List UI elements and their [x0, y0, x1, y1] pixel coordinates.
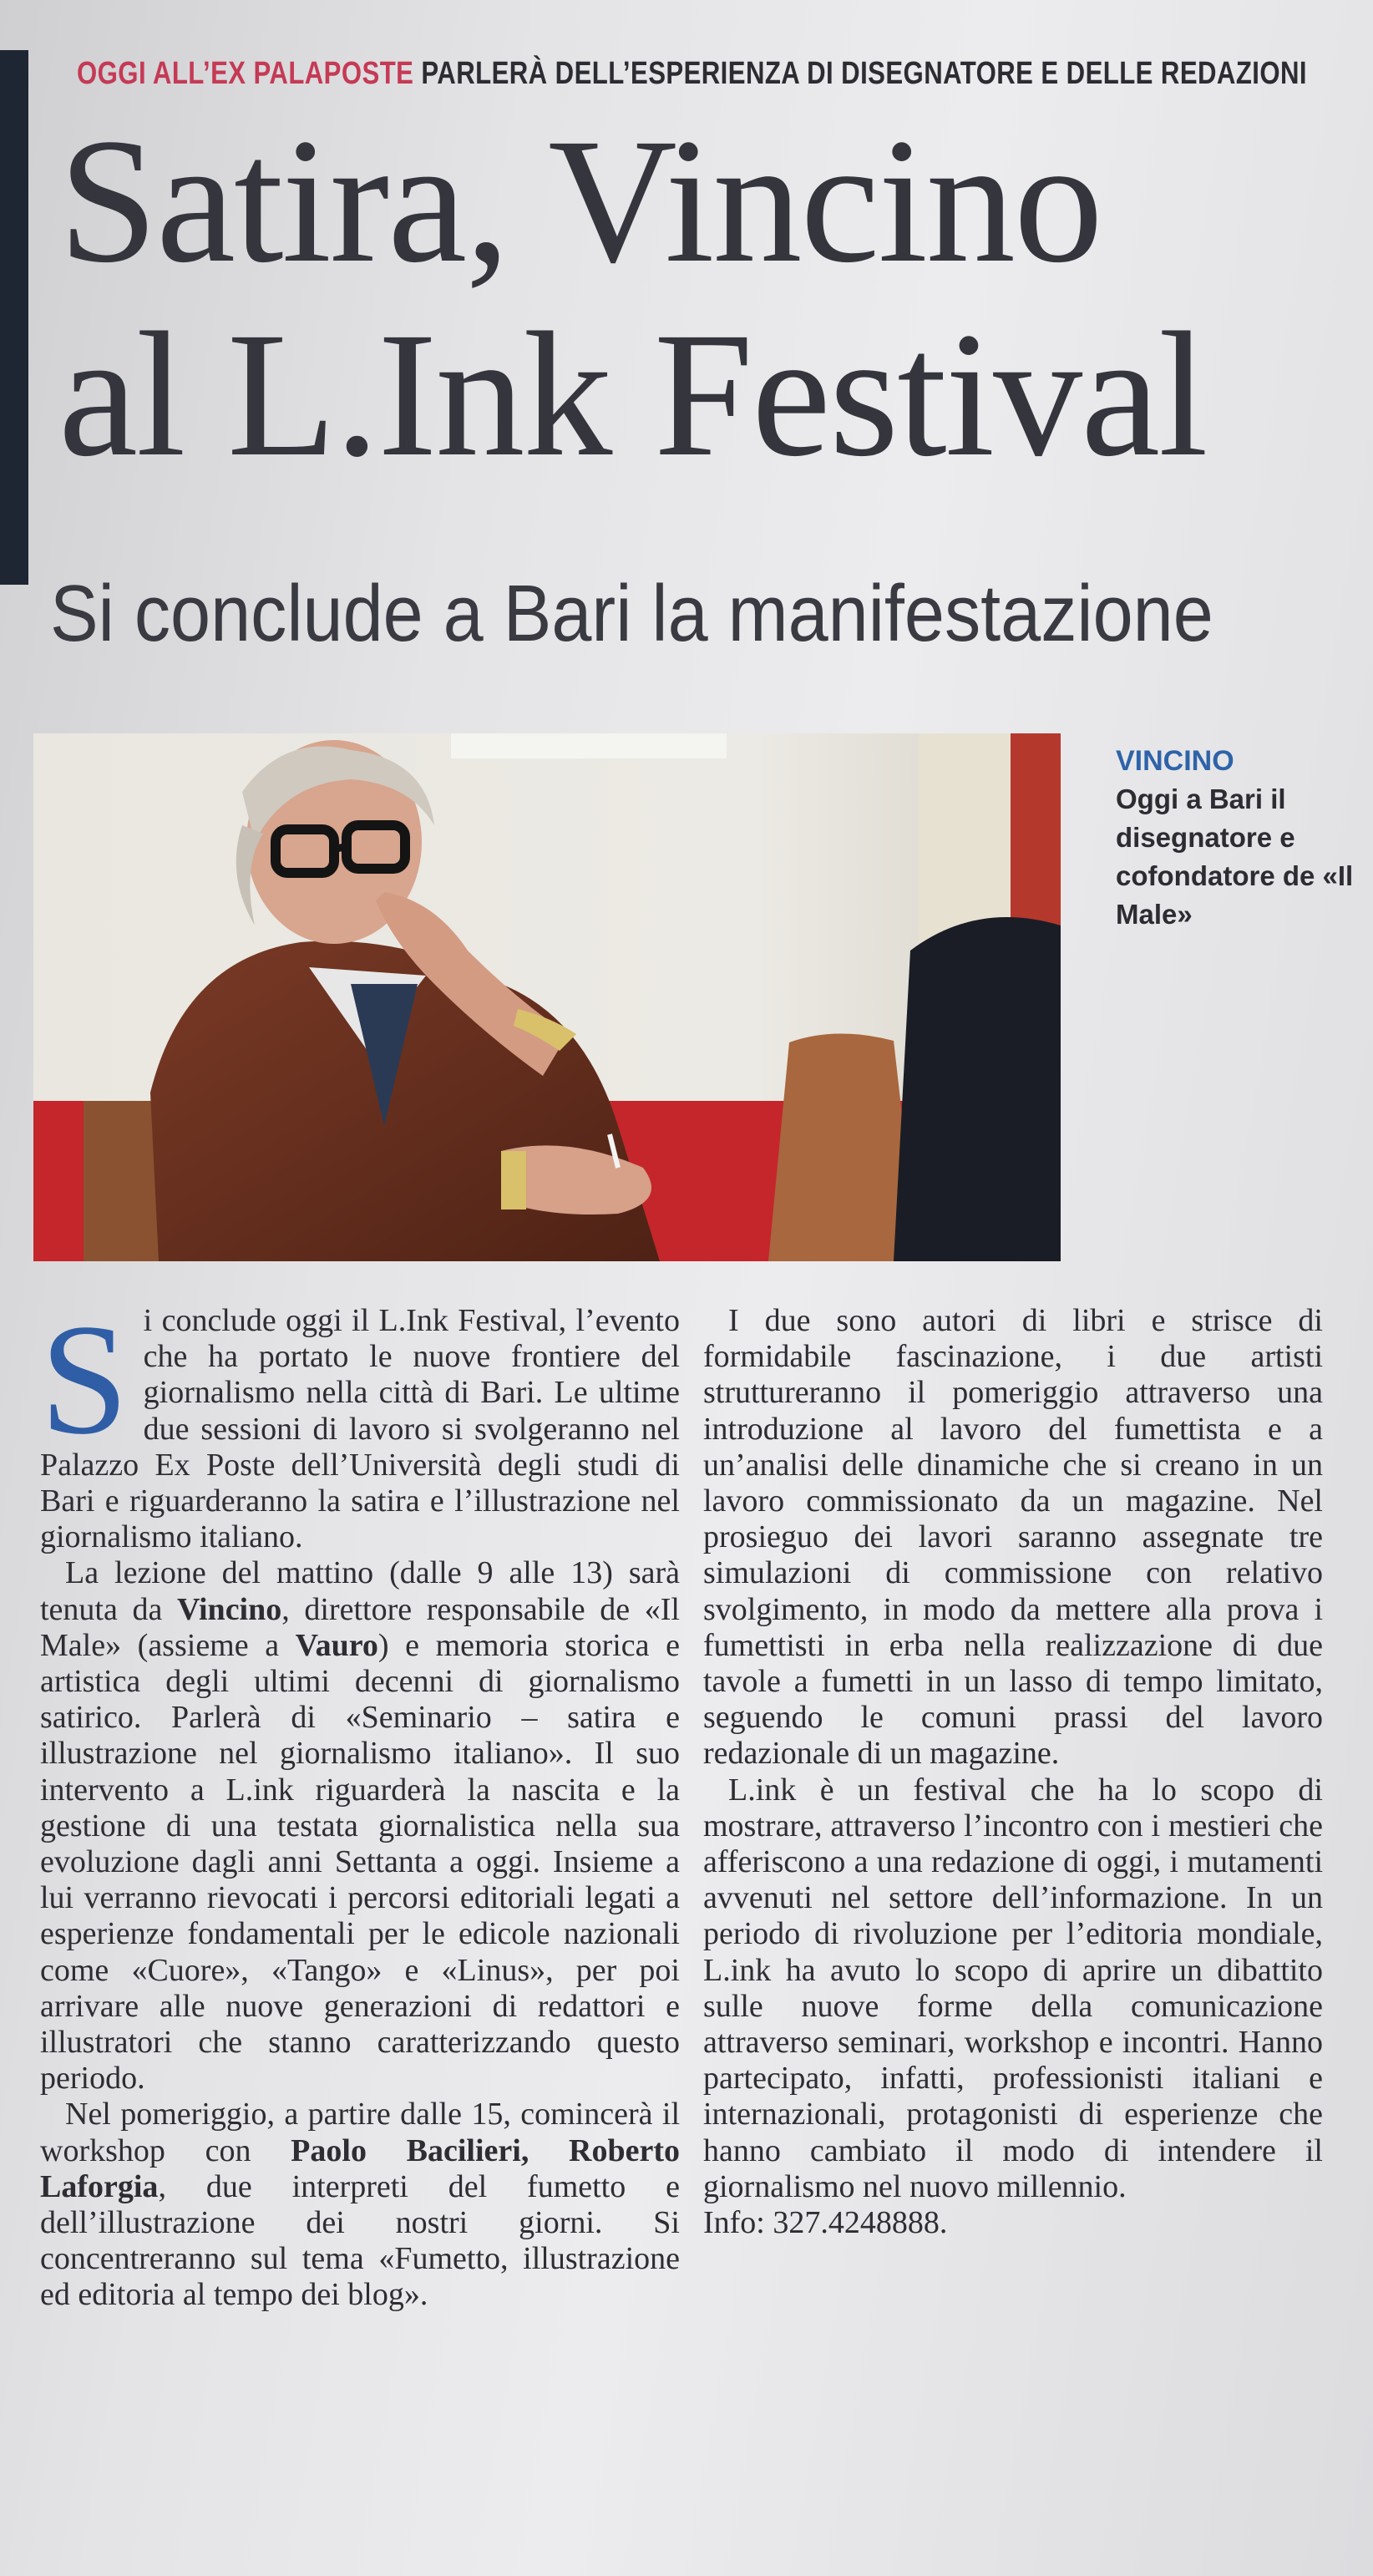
- kicker-black: PARLERÀ DELL’ESPERIENZA DI DISEGNATORE E DELLE REDAZIONI: [421, 56, 1307, 91]
- info-line: Info: 327.4248888.: [703, 2205, 948, 2241]
- headline-line-2: al L.Ink Festival: [58, 296, 1207, 494]
- article-column-2: [703, 1303, 1323, 2241]
- paragraph-1-text: i conclude oggi il L.Ink Festival, l’evento che ha portato le nuove frontiere del giornalismo nella città di Bari. Le ultime due sessioni di lavoro si svolgeranno nel Palazzo Ex Poste dell’Università degli studi di Bari e riguarderanno la satira e l’illustrazione nel giornalismo italiano.: [40, 1303, 680, 1555]
- subheadline: Si conclude a Bari la manifestazione: [50, 569, 1213, 658]
- paragraph-1: [40, 1292, 680, 1555]
- paragraph-3-text-a: Nel pomeriggio, a partire dalle 15, comincerà il workshop con: [40, 2097, 680, 2168]
- paragraph-3-text-b: , due interpreti del fumetto e dell’illustrazione dei nostri giorni. Si concentreranno sul tema «Fumetto, illustrazione ed editoria al tempo dei blog».: [40, 2168, 680, 2313]
- photo-vincino: [33, 733, 1061, 1261]
- paragraph-5: L.ink è un festival che ha lo scopo di mostrare, attraverso l’incontro con i mestieri che afferiscono a una redazione di oggi, i mutamenti avvenuti nel settore dell’informazione. In un periodo di rivoluzione per l’editoria mondiale, L.ink ha avuto lo scopo di aprire un dibattito sulle nuove forme della comunicazione attraverso seminari, workshop e incontri. Hanno partecipato, infatti, professionisti italiani e internazionali, protagonisti di esperienze che hanno cambiato il modo di intendere il giornalismo nel nuovo millennio.: [703, 1772, 1323, 2204]
- name-vauro: Vauro: [295, 1627, 378, 1663]
- photo-illustration: [33, 733, 1061, 1261]
- drop-cap: S: [40, 1292, 129, 1468]
- paragraph-3: [40, 2097, 680, 2313]
- paragraph-2-text-b: , direttore responsabile de «Il Male» (assieme a: [40, 1591, 680, 1663]
- paragraph-2: [40, 1555, 680, 2097]
- paragraph-2-text-c: ) e memoria storica e artistica degli ultimi decenni di giornalismo satirico. Parlerà di «Seminario – satira e illustrazione nel giornalismo italiano». Il suo intervento a L.ink riguarderà la nascita e la gestione di una testata giornalistica nella sua evoluzione dagli anni Settanta a oggi. Insieme a lui verranno rievocati i percorsi editoriali legati a esperienze fondamentali per le edicole nazionali come «Cuore», «Tango» e «Linus», per poi arrivare alle nuove generazioni di redattori e illustratori che stanno caratterizzando questo periodo.: [40, 1627, 680, 2097]
- paragraph-4: I due sono autori di libri e strisce di formidabile fascinazione, i due artisti struttureranno il pomeriggio attraverso una introduzione al lavoro del fumettista e a un’analisi delle dinamiche che si creano in un lavoro commissionato da un magazine. Nel prosieguo dei lavori saranno assegnate tre simulazioni di commissione con relativo svolgimento, in modo da mettere alla prova i fumettisti in erba nella realizzazione di due tavole a fumetti in un lasso di tempo limitato, seguendo le comuni prassi del lavoro redazionale di un magazine.: [703, 1303, 1323, 1772]
- photo-caption: [1116, 742, 1366, 934]
- name-bacilieri: Paolo Bacilieri: [291, 2132, 521, 2168]
- headline-line-1: Satira, Vincino: [58, 102, 1102, 300]
- caption-text: Oggi a Bari il disegnatore e cofondatore de «Il Male»: [1116, 783, 1354, 930]
- paragraph-2-text-a: La lezione del mattino (dalle 9 alle 13) sarà tenuta da: [40, 1555, 680, 1627]
- headline: [58, 104, 1361, 492]
- caption-name: VINCINO: [1116, 745, 1234, 777]
- name-vincino: Vincino: [176, 1591, 282, 1627]
- kicker-red: OGGI ALL’EX PALAPOSTE: [77, 56, 414, 91]
- article-column-1: [40, 1292, 680, 2314]
- name-laforgia: Roberto Laforgia: [40, 2132, 680, 2204]
- name-separator: ,: [520, 2132, 570, 2168]
- kicker: [77, 48, 1307, 99]
- left-rule: [0, 50, 28, 585]
